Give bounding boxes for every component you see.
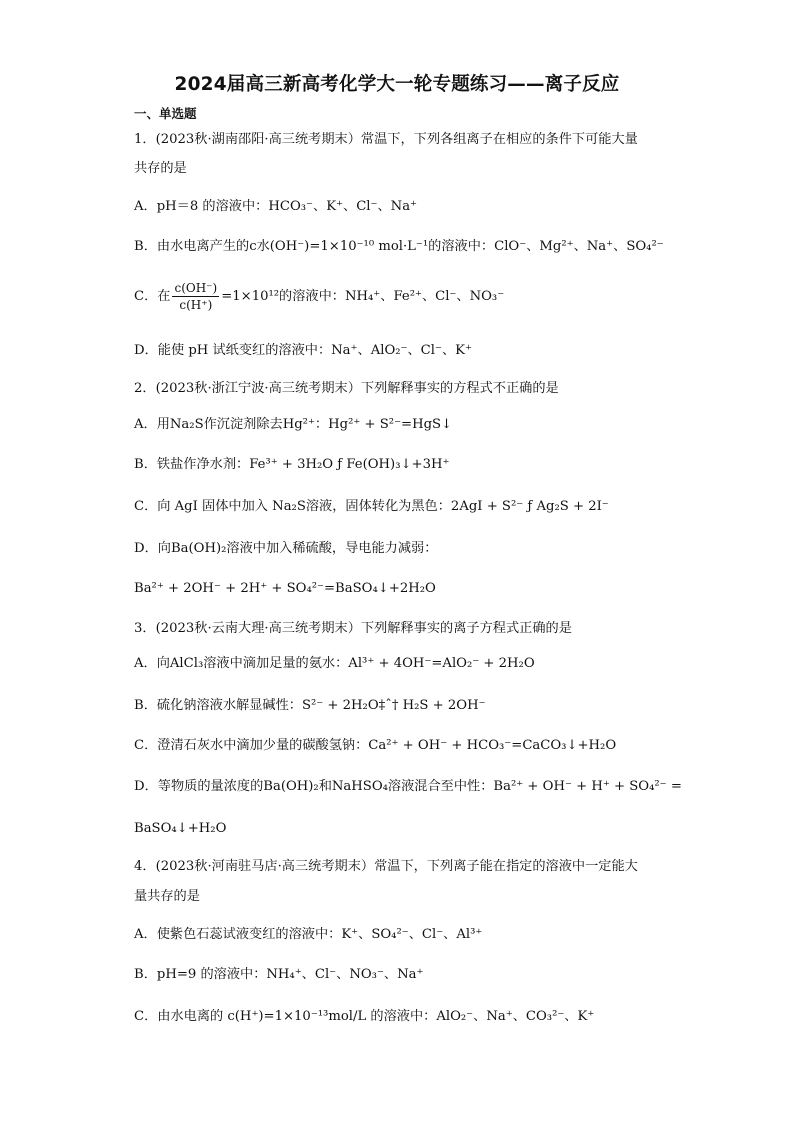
q1-option-d: D．能使 pH 试纸变红的溶液中：Na⁺、AlO₂⁻、Cl⁻、K⁺ bbox=[134, 343, 472, 358]
fraction-numerator: c(OH⁻) bbox=[174, 281, 218, 295]
q2-option-b: B．铁盐作净水剂：Fe³⁺ + 3H₂O ƒ Fe(OH)₃↓+3H⁺ bbox=[134, 457, 450, 472]
page-title: 2024届高三新高考化学大一轮专题练习——离子反应 bbox=[174, 74, 620, 95]
q1-option-b: B．由水电离产生的c水(OH⁻)=1×10⁻¹⁰ mol·L⁻¹的溶液中：ClO⁻、Mg²⁺、Na⁺、SO₄²⁻ bbox=[134, 239, 664, 254]
q3-option-d-line2: BaSO₄↓+H₂O bbox=[134, 821, 227, 836]
q4-stem-line1: 4．(2023秋·河南驻马店·高三统考期末）常温下，下列离子能在指定的溶液中一定能大 bbox=[134, 859, 638, 874]
q1-stem-line2: 共存的是 bbox=[134, 161, 187, 176]
q3-option-a: A．向AlCl₃溶液中滴加足量的氨水：Al³⁺ + 4OH⁻=AlO₂⁻ + 2H₂O bbox=[134, 656, 535, 671]
q2-option-a: A．用Na₂S作沉淀剂除去Hg²⁺：Hg²⁺ + S²⁻=HgS↓ bbox=[134, 417, 453, 432]
section-heading: 一、单选题 bbox=[134, 106, 197, 121]
q2-option-d-line2: Ba²⁺ + 2OH⁻ + 2H⁺ + SO₄²⁻=BaSO₄↓+2H₂O bbox=[134, 581, 436, 596]
q1-stem-line1: 1．(2023秋·湖南邵阳·高三统考期末）常温下，下列各组离子在相应的条件下可能大量 bbox=[134, 132, 638, 147]
q1-option-a: A．pH＝8 的溶液中：HCO₃⁻、K⁺、Cl⁻、Na⁺ bbox=[134, 199, 418, 214]
q2-option-c: C．向 AgI 固体中加入 Na₂S溶液，固体转化为黑色：2AgI + S²⁻ ƒ Ag₂S + 2I⁻ bbox=[134, 499, 609, 514]
q1-option-c-prefix: C．在 bbox=[134, 289, 171, 304]
q3-stem-line1: 3．(2023秋·云南大理·高三统考期末）下列解释事实的离子方程式正确的是 bbox=[134, 621, 572, 636]
ratio-fraction bbox=[172, 280, 219, 313]
q2-option-d-line1: D．向Ba(OH)₂溶液中加入稀硫酸，导电能力减弱： bbox=[134, 541, 438, 556]
q4-option-b: B．pH=9 的溶液中：NH₄⁺、Cl⁻、NO₃⁻、Na⁺ bbox=[134, 967, 424, 982]
fraction-denominator: c(H⁺) bbox=[179, 298, 213, 312]
q3-option-b: B．硫化钠溶液水解显碱性：S²⁻ + 2H₂O‡ˆ† H₂S + 2OH⁻ bbox=[134, 698, 486, 713]
q1-option-c-suffix: =1×10¹²的溶液中：NH₄⁺、Fe²⁺、Cl⁻、NO₃⁻ bbox=[221, 289, 505, 304]
q1-option-c bbox=[134, 280, 504, 313]
q3-option-d-line1: D．等物质的量浓度的Ba(OH)₂和NaHSO₄溶液混合至中性：Ba²⁺ + OH⁻ + H⁺ + SO₄²⁻ = bbox=[134, 779, 682, 794]
q4-option-a: A．使紫色石蕊试液变红的溶液中：K⁺、SO₄²⁻、Cl⁻、Al³⁺ bbox=[134, 927, 483, 942]
q3-option-c: C．澄清石灰水中滴加少量的碳酸氢钠：Ca²⁺ + OH⁻ + HCO₃⁻=CaCO₃↓+H₂O bbox=[134, 738, 617, 753]
q2-stem-line1: 2．(2023秋·浙江宁波·高三统考期末）下列解释事实的方程式不正确的是 bbox=[134, 381, 559, 396]
q4-option-c: C．由水电离的 c(H⁺)=1×10⁻¹³mol/L 的溶液中：AlO₂⁻、Na⁺、CO₃²⁻、K⁺ bbox=[134, 1009, 595, 1024]
q4-stem-line2: 量共存的是 bbox=[134, 889, 200, 904]
